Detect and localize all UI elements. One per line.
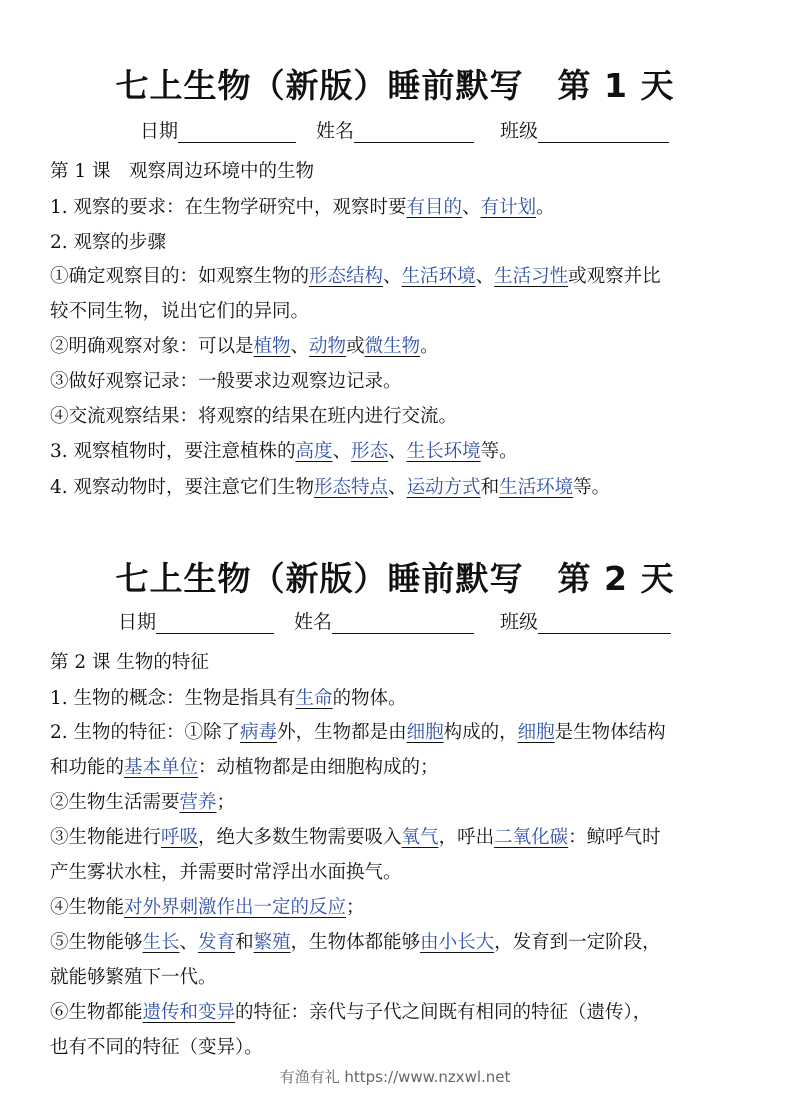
text-line	[50, 473, 610, 503]
text-segment: ：鲸呼气时	[568, 827, 661, 848]
text-segment: 产生雾状水柱，并需要时常浮出水面换气。	[50, 862, 402, 883]
text-segment: ，生物体都能够	[290, 932, 421, 953]
day-1-title: 七上生物（新版）睡前默写 第 1 天	[115, 66, 675, 105]
answer-blank: 细胞	[517, 722, 555, 743]
text-segment: ，发育到一定阶段，	[494, 932, 661, 953]
name-label: 姓名	[316, 120, 355, 142]
text-segment: 第 2 课 生物的特征	[50, 652, 209, 673]
text-segment: 、	[290, 336, 310, 357]
text-segment: ④生物能	[50, 897, 125, 918]
text-line	[50, 402, 457, 432]
text-line	[50, 262, 661, 292]
text-segment: ③生物能进行	[50, 827, 162, 848]
footer-watermark: 有渔有礼 https://www.nzxwl.net	[279, 1068, 511, 1086]
text-line	[50, 228, 166, 258]
text-segment: 或	[346, 336, 365, 357]
text-line	[50, 157, 314, 187]
text-segment: 3. 观察植物时，要注意植株的	[50, 441, 296, 462]
text-segment: ②生物生活需要	[50, 792, 180, 813]
answer-blank: 由小长大	[420, 932, 495, 953]
text-segment: 外，生物都是由	[277, 722, 407, 743]
text-segment: 1. 生物的概念：生物是指具有	[50, 688, 296, 709]
class-blank[interactable]	[538, 611, 671, 634]
text-segment: 4. 观察动物时，要注意它们生物	[50, 477, 315, 498]
text-line	[50, 684, 407, 714]
answer-blank: 生长环境	[406, 441, 481, 462]
day-2-title: 七上生物（新版）睡前默写 第 2 天	[115, 559, 675, 598]
text-segment: 就能够繁殖下一代。	[50, 967, 217, 988]
text-segment: 和	[480, 477, 500, 498]
text-segment: 第 1 课 观察周边环境中的生物	[50, 161, 315, 182]
name-blank[interactable]	[354, 120, 474, 143]
text-line	[50, 367, 402, 397]
answer-blank: 呼吸	[161, 827, 199, 848]
text-segment: ，绝大多数生物需要吸入	[198, 827, 402, 848]
answer-blank: 发育	[198, 932, 236, 953]
answer-blank: 形态	[351, 441, 389, 462]
answer-blank: 生长	[142, 932, 180, 953]
answer-blank: 运动方式	[406, 477, 481, 498]
text-segment: ②明确观察对象：可以是	[50, 336, 254, 357]
text-segment: 1. 观察的要求：在生物学研究中，观察时要	[50, 197, 407, 218]
answer-blank: 遗传和变异	[142, 1002, 236, 1023]
text-segment: 等。	[480, 441, 518, 462]
text-segment: 构成的，	[443, 722, 518, 743]
answer-blank: 生活环境	[499, 477, 574, 498]
date-blank[interactable]	[156, 611, 274, 634]
text-segment: 、	[388, 477, 407, 498]
answer-blank: 动物	[309, 336, 347, 357]
text-line	[50, 297, 309, 327]
text-line	[50, 788, 235, 818]
text-segment: ④交流观察结果：将观察的结果在班内进行交流。	[50, 406, 458, 427]
text-line	[50, 437, 518, 467]
answer-blank: 繁殖	[253, 932, 291, 953]
text-segment: 、	[475, 266, 495, 287]
text-line	[50, 648, 209, 678]
text-segment: 。	[536, 197, 555, 218]
text-segment: 、	[388, 441, 407, 462]
answer-blank: 细胞	[406, 722, 444, 743]
answer-blank: 形态结构	[309, 266, 384, 287]
answer-blank: 高度	[295, 441, 333, 462]
text-line	[50, 893, 365, 923]
text-segment: ：动植物都是由细胞构成的；	[198, 757, 439, 778]
text-line	[50, 1033, 263, 1063]
answer-blank: 营养	[179, 792, 217, 813]
answer-blank: 生活习性	[494, 266, 569, 287]
answer-blank: 有目的	[406, 197, 463, 218]
text-line	[50, 823, 661, 853]
text-segment: 较不同生物，说出它们的异同。	[50, 301, 310, 322]
text-segment: ；	[216, 792, 236, 813]
answer-blank: 微生物	[364, 336, 421, 357]
text-segment: 、	[383, 266, 402, 287]
text-segment: 和功能的	[50, 757, 125, 778]
text-segment: 的特征：亲代与子代之间既有相同的特征（遗传），	[235, 1002, 652, 1023]
text-segment: ①确定观察目的：如观察生物的	[50, 266, 310, 287]
text-segment: ，呼出	[438, 827, 495, 848]
class-blank[interactable]	[538, 120, 669, 143]
answer-blank: 形态特点	[314, 477, 389, 498]
text-line	[50, 332, 439, 362]
answer-blank: 对外界刺激作出一定的反应	[124, 897, 347, 918]
text-line	[50, 753, 439, 783]
text-segment: 的物体。	[332, 688, 407, 709]
text-segment: 2. 观察的步骤	[50, 232, 167, 253]
answer-blank: 基本单位	[124, 757, 199, 778]
text-segment: 是生物体结构	[554, 722, 666, 743]
date-label: 日期	[140, 120, 179, 142]
day-1-fields	[0, 116, 790, 146]
answer-blank: 生命	[295, 688, 333, 709]
answer-blank: 二氧化碳	[494, 827, 569, 848]
date-label: 日期	[118, 611, 157, 633]
text-segment: 、	[179, 932, 199, 953]
text-segment: 、	[332, 441, 352, 462]
text-line	[50, 858, 402, 888]
text-segment: 或观察并比	[568, 266, 661, 287]
text-line	[50, 718, 666, 748]
text-segment: ⑤生物能够	[50, 932, 143, 953]
answer-blank: 生活环境	[401, 266, 476, 287]
answer-blank: 氧气	[401, 827, 439, 848]
answer-blank: 有计划	[480, 197, 537, 218]
class-label: 班级	[500, 120, 539, 142]
text-line	[50, 998, 651, 1028]
text-line	[50, 928, 661, 958]
day-2-fields	[0, 607, 790, 637]
text-line	[50, 193, 555, 223]
name-blank[interactable]	[332, 611, 474, 634]
date-blank[interactable]	[178, 120, 296, 143]
answer-blank: 病毒	[240, 722, 278, 743]
text-segment: 2. 生物的特征：①除了	[50, 722, 241, 743]
text-segment: ；	[346, 897, 365, 918]
text-segment: ⑥生物都能	[50, 1002, 143, 1023]
text-segment: 等。	[573, 477, 611, 498]
answer-blank: 植物	[253, 336, 291, 357]
text-segment: 、	[462, 197, 481, 218]
name-label: 姓名	[294, 611, 333, 633]
text-segment: 也有不同的特征（变异）。	[50, 1037, 263, 1058]
text-line	[50, 963, 217, 993]
text-segment: 。	[420, 336, 439, 357]
text-segment: 和	[235, 932, 254, 953]
class-label: 班级	[500, 611, 539, 633]
text-segment: ③做好观察记录：一般要求边观察边记录。	[50, 371, 402, 392]
